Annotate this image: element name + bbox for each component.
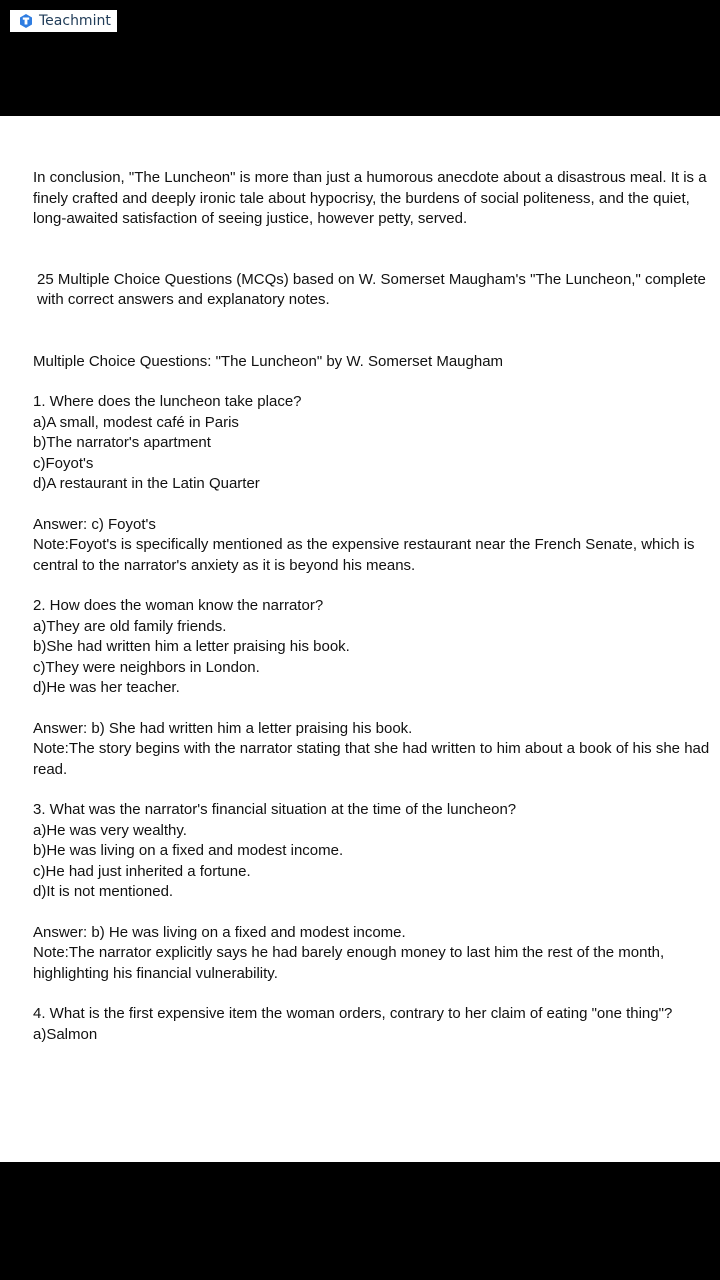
question-2	[33, 596, 713, 780]
top-banner	[0, 0, 720, 116]
option: b)The narrator's apartment	[33, 434, 211, 451]
question-4	[33, 1004, 713, 1045]
option: d)He was her teacher.	[33, 679, 180, 696]
answer: Answer: b) He was living on a fixed and modest income.	[33, 923, 406, 941]
conclusion-paragraph: In conclusion, "The Luncheon" is more than just a humorous anecdote about a disastrous meal. It is a finely crafted and deeply ironic tale about hypocrisy, the burdens of social politeness, and the quiet, long-awaited satisfaction of seeing justice, however petty, served.	[33, 169, 707, 227]
question-1	[33, 392, 713, 576]
note: Note:The narrator explicitly says he had barely enough money to last him the rest of the month, highlighting his financial vulnerability.	[33, 944, 665, 982]
document-body	[33, 168, 713, 1045]
bottom-banner	[0, 1162, 720, 1280]
option: a)He was very wealthy.	[33, 821, 187, 839]
option: b)He was living on a fixed and modest income.	[33, 842, 344, 859]
brand-name: Teachmint	[39, 13, 111, 29]
teachmint-logo-icon	[18, 13, 34, 29]
note: Note:The story begins with the narrator stating that she had written to him about a book of his she had read.	[33, 740, 710, 778]
question-text: 3. What was the narrator's financial situation at the time of the luncheon?	[33, 801, 517, 818]
answer: Answer: b) She had written him a letter praising his book.	[33, 719, 413, 737]
option: d)A restaurant in the Latin Quarter	[33, 475, 260, 492]
question-text: 4. What is the first expensive item the woman orders, contrary to her claim of eating "one thing"?	[33, 1005, 673, 1022]
option: a)They are old family friends.	[33, 617, 227, 635]
mcq-intro: 25 Multiple Choice Questions (MCQs) based on W. Somerset Maugham's "The Luncheon," complete with correct answers and explanatory notes.	[37, 270, 706, 308]
option: a)A small, modest café in Paris	[33, 413, 239, 431]
option: c)Foyot's	[33, 454, 94, 472]
note: Note:Foyot's is specifically mentioned as the expensive restaurant near the French Senate, which is central to the narrator's anxiety as it is beyond his means.	[33, 536, 695, 574]
option: c)They were neighbors in London.	[33, 658, 260, 676]
mcq-title: Multiple Choice Questions: "The Luncheon" by W. Somerset Maugham	[33, 352, 504, 370]
question-text: 2. How does the woman know the narrator?	[33, 597, 324, 614]
question-text: 1. Where does the luncheon take place?	[33, 393, 302, 410]
teachmint-logo[interactable]	[10, 10, 117, 32]
option: c)He had just inherited a fortune.	[33, 862, 251, 880]
option: d)It is not mentioned.	[33, 883, 174, 900]
option: b)She had written him a letter praising his book.	[33, 638, 350, 655]
answer: Answer: c) Foyot's	[33, 515, 156, 533]
question-3	[33, 800, 713, 984]
option: a)Salmon	[33, 1025, 98, 1043]
